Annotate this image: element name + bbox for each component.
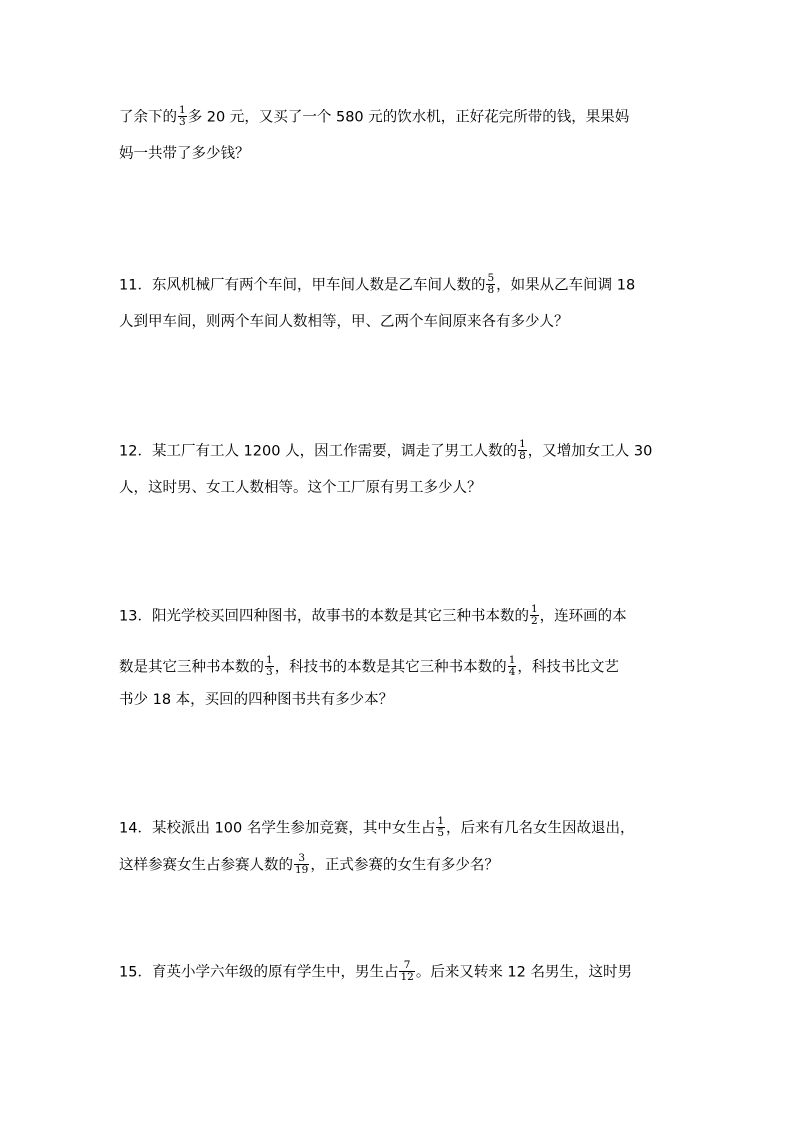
fraction xyxy=(399,960,414,983)
fraction-denominator: 5 xyxy=(437,827,445,839)
fraction xyxy=(486,273,495,296)
fraction-numerator: 5 xyxy=(487,272,495,284)
text-run: 15．育英小学六年级的原有学生中，男生占 xyxy=(119,964,399,981)
fraction-denominator: 3 xyxy=(266,666,273,678)
text-run: 人到甲车间，则两个车间人数相等，甲、乙两个车间原来各有多少人？ xyxy=(119,314,569,330)
fraction-denominator: 8 xyxy=(487,284,495,296)
problem-text-line xyxy=(119,440,679,463)
text-run: 。后来又转来 12 名男生，这时男 xyxy=(415,964,632,981)
text-run: ，后来有几名女生因故退出， xyxy=(446,820,635,837)
problem-text-line xyxy=(119,144,679,164)
problem-text-line xyxy=(119,817,679,840)
fraction-denominator: 8 xyxy=(519,450,526,462)
text-run: 书少 18 本，买回的四种图书共有多少本？ xyxy=(119,692,394,708)
fraction-numerator: 1 xyxy=(519,438,526,450)
fraction xyxy=(518,439,527,462)
fraction xyxy=(178,105,187,128)
text-run: 妈一共带了多少钱？ xyxy=(119,146,250,162)
fraction-denominator: 19 xyxy=(295,864,309,876)
fraction-numerator: 1 xyxy=(179,104,186,116)
problem-text-line xyxy=(119,854,679,877)
text-run: 11．东风机械厂有两个车间，甲车间人数是乙车间人数的 xyxy=(119,277,486,294)
fraction-numerator: 1 xyxy=(437,815,445,827)
problem-text-line xyxy=(119,478,679,498)
fraction-denominator: 2 xyxy=(530,615,538,627)
fraction xyxy=(530,604,539,627)
fraction-numerator: 1 xyxy=(266,654,273,666)
text-run: 人，这时男、女工人数相等。这个工厂原有男工多少人？ xyxy=(119,480,482,496)
text-run: ，正式参赛的女生有多少名？ xyxy=(310,857,499,874)
problem-text-line xyxy=(119,690,679,710)
text-run: 13．阳光学校买回四种图书，故事书的本数是其它三种书本数的 xyxy=(119,608,529,625)
text-run: 14．某校派出 100 名学生参加竞赛，其中女生占 xyxy=(119,820,436,837)
fraction xyxy=(265,655,274,678)
text-run: ，科技书的本数是其它三种书本数的 xyxy=(274,659,507,676)
fraction-denominator: 3 xyxy=(179,116,186,128)
fraction-numerator: 1 xyxy=(508,654,516,666)
problem-text-line xyxy=(119,656,679,679)
fraction-numerator: 1 xyxy=(530,603,538,615)
text-run: ，科技书比文艺 xyxy=(517,659,619,676)
problem-text-line xyxy=(119,961,679,984)
fraction xyxy=(436,816,445,839)
fraction-denominator: 4 xyxy=(508,666,516,678)
text-run: 了余下的 xyxy=(119,109,177,126)
text-run: ，如果从乙车间调 18 xyxy=(496,277,636,294)
problem-text-line xyxy=(119,274,679,297)
problem-text-line xyxy=(119,605,679,628)
text-run: 12．某工厂有工人 1200 人，因工作需要，调走了男工人数的 xyxy=(119,443,518,460)
problem-text-line xyxy=(119,106,679,129)
fraction xyxy=(508,655,517,678)
fraction xyxy=(294,853,309,876)
fraction-denominator: 12 xyxy=(400,971,414,983)
fraction-numerator: 7 xyxy=(403,959,411,971)
text-run: ，又增加女工人 30 xyxy=(527,443,653,460)
text-run: 多 20 元，又买了一个 580 元的饮水机，正好花完所带的钱，果果妈 xyxy=(187,109,630,126)
text-run: ，连环画的本 xyxy=(539,608,627,625)
text-run: 数是其它三种书本数的 xyxy=(119,659,264,676)
fraction-numerator: 3 xyxy=(298,852,306,864)
problem-text-line xyxy=(119,312,679,332)
text-run: 这样参赛女生占参赛人数的 xyxy=(119,857,293,874)
